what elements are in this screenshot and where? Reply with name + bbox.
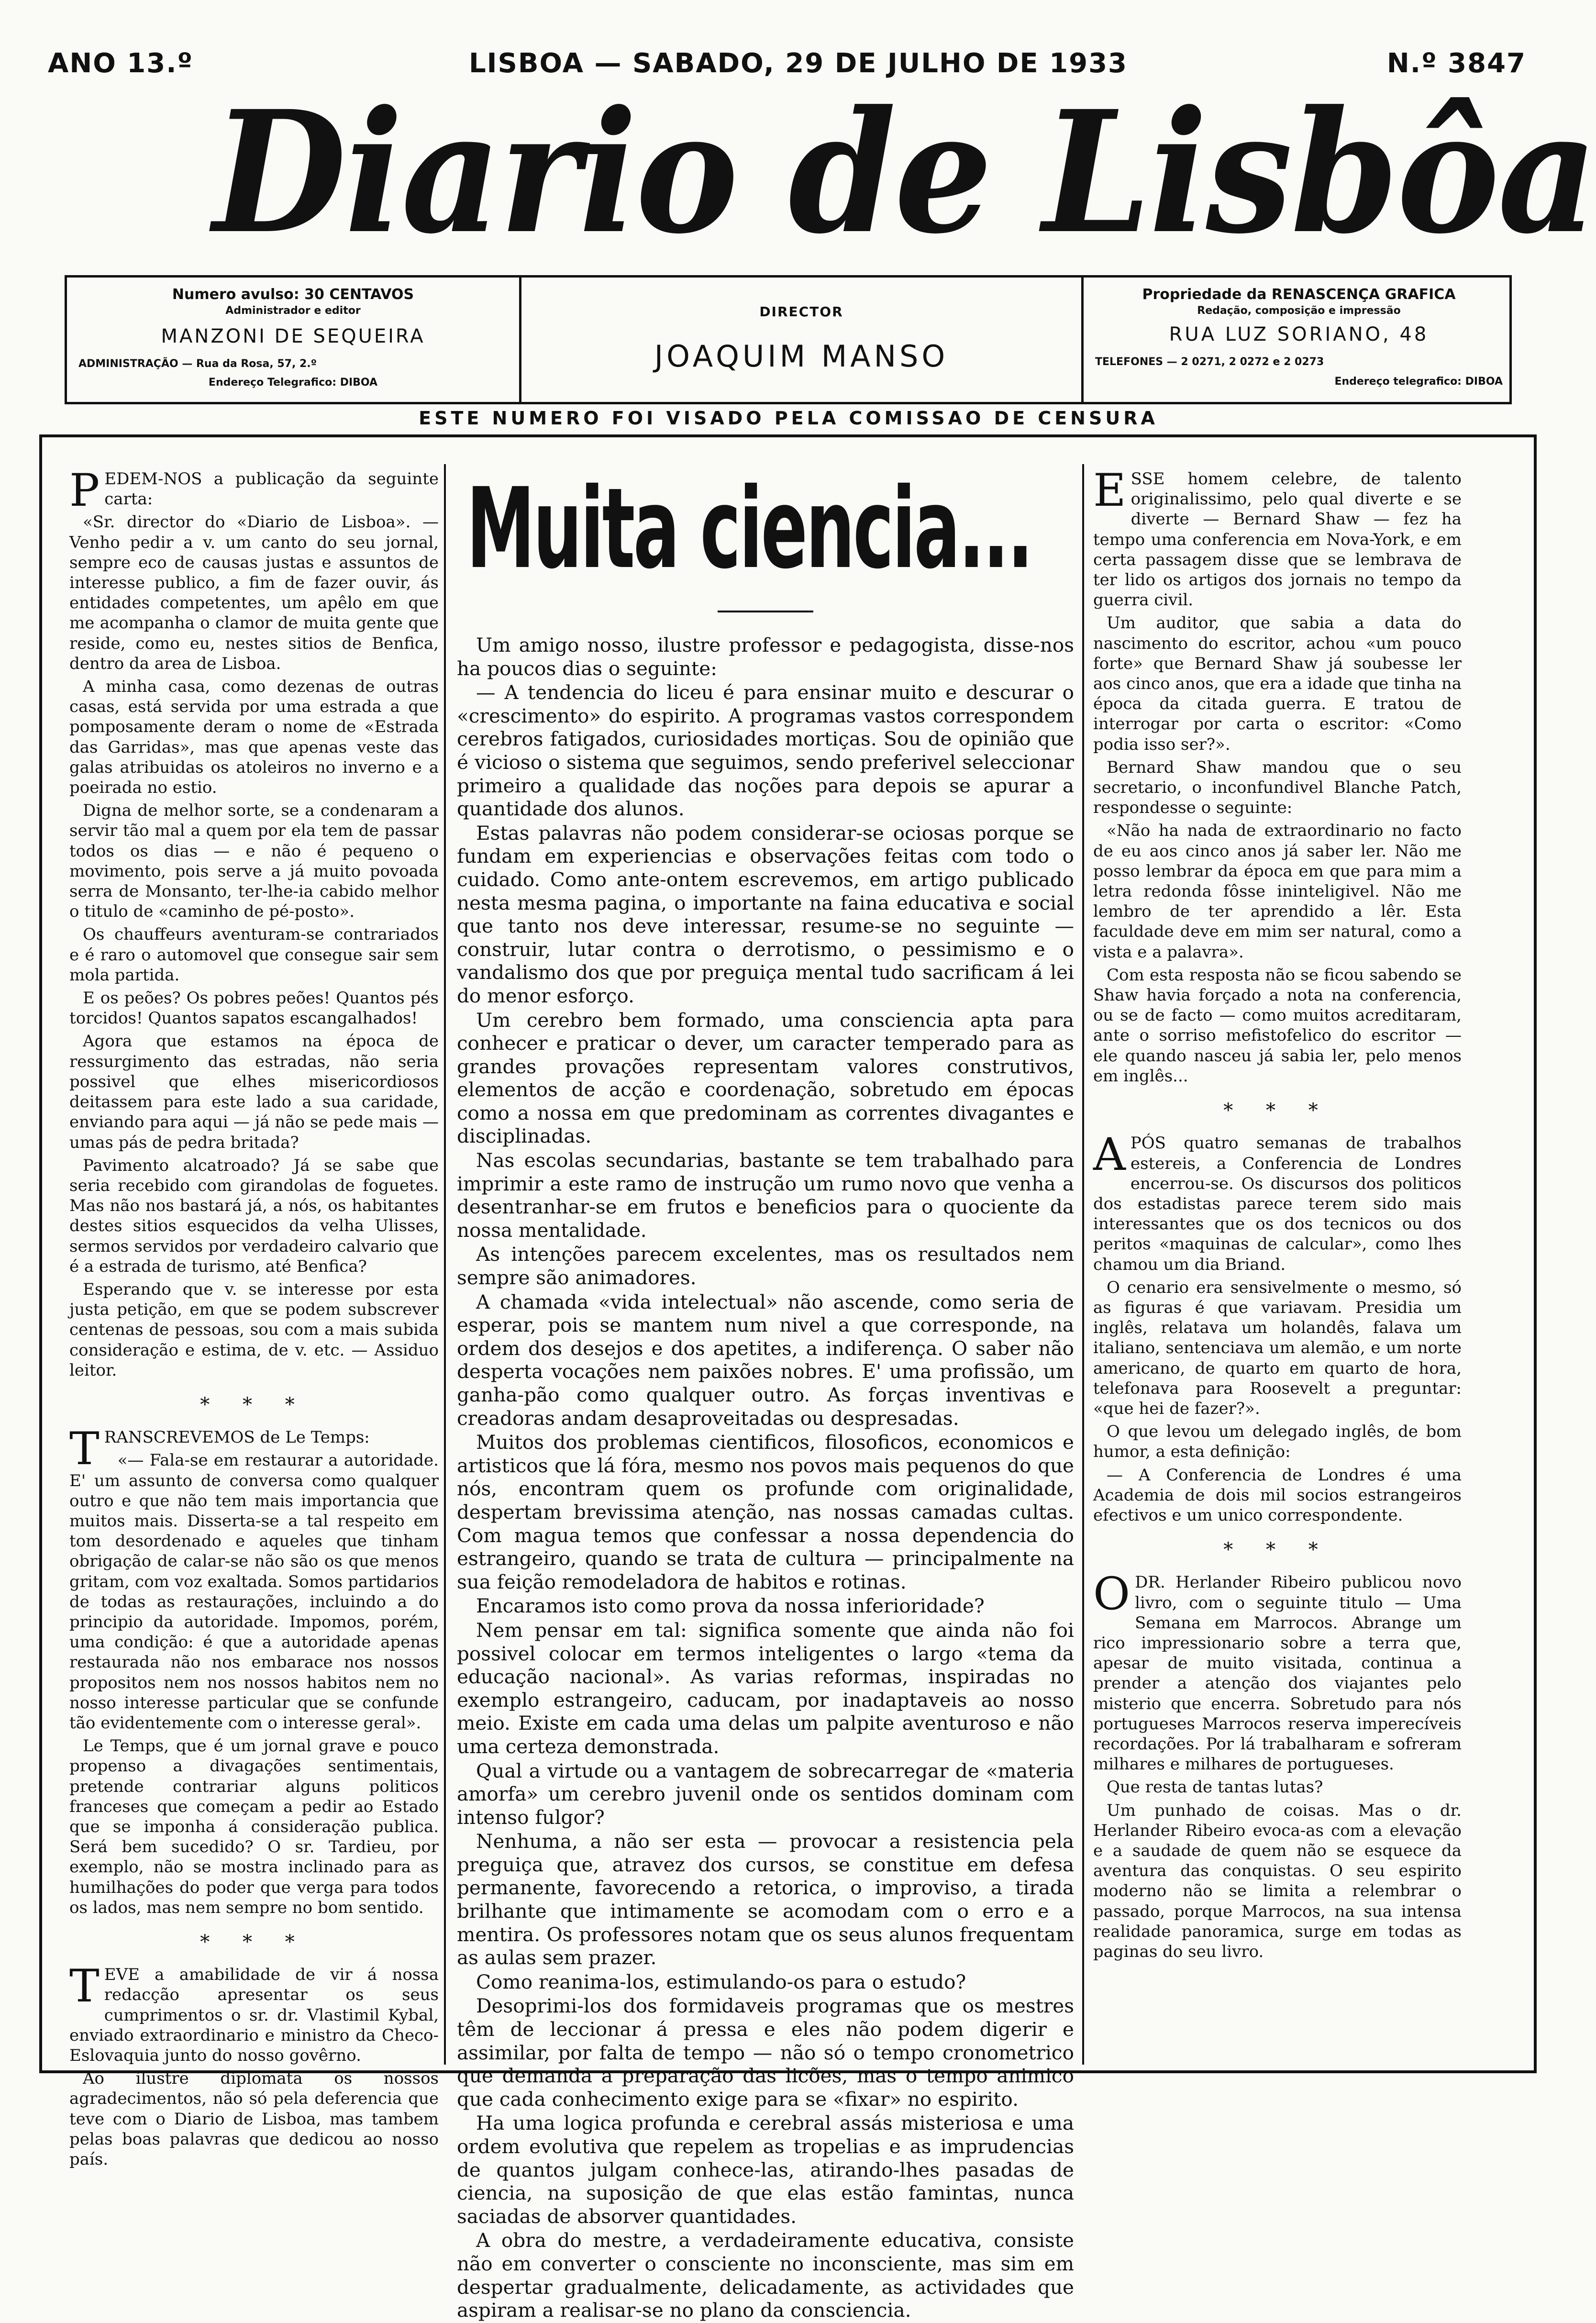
paragraph: Digna de melhor sorte, se a condenaram a servir tão mal a quem por ela tem de passar todos os dias — e não é pequeno o movimento, pois serve a já muito povoada serra de Monsanto, ter-lhe-ia cabido melhor o titulo de «caminho de pé-posto». [69,801,439,922]
date-line: LISBOA — SABADO, 29 DE JULHO DE 1933 [469,48,1128,79]
info-bar [65,275,1512,404]
paragraph: Como reanima-los, estimulando-os para o estudo? [476,1970,966,1993]
paragraph: O que levou um delegado inglês, de bom humor, a esta definição: [1093,1422,1462,1462]
paragraph: Qual a virtude ou a vantagem de sobrecarregar de «materia amorfa» um cerebro juvenil onde os sentidos dominam com intenso fulgor? [457,1759,1074,1829]
paragraph: Um amigo nosso, ilustre professor e pedagogista, disse-nos ha poucos dias o seguinte: [457,634,1074,680]
paragraph: Agora que estamos na época de ressurgimento das estradas, não seria possivel que elhes misericordiosos deitassem para este lado a sua caridade, enviando para aqui — já não se pede mais — umas pás de pedra britada? [69,1032,439,1152]
paragraph: Desoprimi-los dos formidaveis programas que os mestres têm de leccionar á pressa e eles não podem digerir e assimilar, por falta de tempo — não só o tempo cronometrico que demanda a preparação das licões, mas o tempo animico que cada conhecimento exige para se «fixar» no espirito. [457,1994,1074,2111]
paragraph: Nem pensar em tal: significa somente que ainda não foi possivel colocar em termos inteligentes o largo «tema da educação nacional». As varias reformas, inspiradas no exemplo estrangeiro, caducam, por inadaptaveis ao nosso meio. Existe em cada uma delas um palpite aventuroso e não uma certeza demonstrada. [457,1618,1074,1758]
drop-cap: A [1093,1129,1126,1181]
street-address: RUA LUZ SORIANO, 48 [1169,323,1429,345]
paragraph: Esperando que v. se interesse por esta justa petição, em que se podem subscrever centenas de pessoas, sou com a mais subida consideração e estima, de v. etc. — Assiduo leitor. [69,1279,439,1380]
paragraph: Um auditor, que sabia a data do nascimento do escritor, achou «um pouco forte» que Bernard Shaw já soubesse ler aos cinco anos, que era a idade que tinha na época da citada guerra. E tratou de interrogar por carta o escritor: «Como podia isso ser?». [1093,613,1462,754]
paragraph: A minha casa, como dezenas de outras casas, está servida por uma estrada a que pomposamente deram o nome de «Estrada das Garridas», mas que apenas veste das galas atribuidas os atoleiros no inverno e a poeirada no estio. [69,677,439,798]
article-intro: APÓS quatro semanas de trabalhos estereis, a Conferencia de Londres encerrou-se. Os discursos dos politicos dos estadistas parece terem sido mais interessantes que os dos tecnicos ou dos peritos «maquinas de calcular», como lhes chamou um dia Briand. [1093,1129,1462,1274]
paragraph: «Não ha nada de extraordinario no facto de eu aos cinco anos já saber ler. Não me posso lembrar da época em que para mim a letra redonda fôsse ininteligivel. Não me lembro de ter aprendido a lêr. Esta faculdade deve em mim ser natural, como a vista e a palavra». [1093,821,1462,962]
telegraph-address-right: Endereço telegrafico: DIBOA [1334,376,1503,388]
info-right [1081,278,1514,402]
year-volume: ANO 13.º [48,48,194,79]
paragraph: Que resta de tantas lutas? [1107,1778,1323,1797]
admin-label: Administrador e editor [225,305,361,317]
column-rule-right [1082,464,1084,2065]
paragraph: Nas escolas secundarias, bastante se tem trabalhado para imprimir a este ramo de instrução um rumo novo que venha a desentranhar-se em frutos e beneficios para o quociente da nossa mentalidade. [457,1149,1074,1242]
editorial-body [457,634,1074,2322]
article-intro: PEDEM-NOS a publicação da seguinte carta: [69,465,439,517]
paragraph: Estas palavras não podem considerar-se ociosas porque se fundam em experiencias e observações feitas com todo o cuidado. Como ante-ontem escrevemos, em artigo publicado nesta mesma pagina, o importante na faina educativa e social que tanto nos deve interessar, resume-se no seguinte — construir, lutar contra o derrotismo, o pessimismo e o vandalismo dos que por preguiça mental tudo sacrificam á lei do menor esforço. [457,821,1074,1007]
admin-address: ADMINISTRAÇÃO — Rua da Rosa, 57, 2.º [78,358,317,370]
paragraph: Ao ilustre diplomata os nossos agradecimentos, não só pela deferencia que teve com o Diario de Lisboa, mas tambem pelas boas palavras que dedicou ao nosso país. [69,2069,439,2169]
paragraph: Muitos dos problemas cientificos, filosoficos, economicos e artisticos que lá fóra, mesmo nos povos mais pequenos do que nós, encontram quem os profunde com originalidade, despertam brevissima atenção, nas nossas camadas cultas. Com magua temos que confessar a nossa dependencia do estrangeiro, quando se trata de cultura — principalmente na sua feição remodeladora de habitos e rotinas. [457,1431,1074,1593]
column-right [1093,465,1462,1965]
paragraph: — A Conferencia de Londres é uma Academia de dois mil socios estrangeiros efectivos e um unico correspondente. [1093,1465,1462,1525]
phones-line: TELEFONES — 2 0271, 2 0272 e 2 0273 [1095,356,1324,368]
paragraph: «— Fala-se em restaurar a autoridade. E' um assunto de conversa como qualquer outro e que não tem mais importancia que muitos mais. Disserta-se a tal respeito em tom desordenado e aqueles que tinham obrigação de calar-se não são os que menos gritam, com voz exaltada. Somos partidarios de todas as restaurações, incluindo a do principio da autoridade. Impomos, porém, uma condição: é que a autoridade apenas restaurada não nos embarace nos nossos propositos nem nos nossos habitos nem no nosso interesse particular que se confunde tão evidentemente com o interesse geral». [69,1451,439,1733]
paragraph: A obra do mestre, a verdadeiramente educativa, consiste não em converter o consciente no inconsciente, mas sim em despertar gradualmente, delicadamente, as actividades que aspiram a realisar-se no plano da consciencia. [457,2229,1074,2322]
admin-name: MANZONI DE SEQUEIRA [161,325,425,347]
column-rule-left [444,464,446,2065]
paragraph: Os chauffeurs aventuram-se contrariados e é raro o automovel que consegue sair sem mola partida. [69,925,439,985]
article-intro: TEVE a amabilidade de vir á nossa redacção apresentar os seus cumprimentos o sr. dr. Vlastimil Kybal, enviado extraordinario e ministro da Checo-Eslovaquia junto do nosso govêrno. [69,1960,439,2066]
drop-cap: T [69,1960,100,2013]
drop-cap: O [1093,1568,1130,1621]
article-intro: TRANSCREVEMOS de Le Temps: [69,1423,370,1476]
paragraph: Bernard Shaw mandou que o seu secretario, o inconfundivel Blanche Patch, respondesse o seguinte: [1093,757,1462,818]
drop-cap: E [1093,465,1126,517]
paragraph: E os peões? Os pobres peões! Quantos pés torcidos! Quantos sapatos escangalhados! [69,989,439,1028]
article-intro: ESSE homem celebre, de talento originalissimo, pelo qual diverte e se diverte — Bernard Shaw — fez ha tempo uma conferencia em Nova-York, e em certa passagem disse que se lembrava de ter lido os artigos dos jornais no tempo da guerra civil. [1093,465,1462,610]
section-divider: * * * [200,1931,308,1954]
paragraph: Um cerebro bem formado, uma consciencia apta para conhecer e praticar o dever, um caracter temperado para as grandes provações representam valores construtivos, elementos de acção e coordenação, sobretudo em épocas como a nossa em que predominam as correntes divagantes e disciplinadas. [457,1008,1074,1148]
article-intro: ODR. Herlander Ribeiro publicou novo livro, com o seguinte titulo — Uma Semana em Marrocos. Abrange um rico impressionario sobre a terra que, apesar de muito visitada, continua a prender a atenção dos viajantes pelo misterio que encerra. Sobretudo para nós portugueses Marrocos reserva imperecíveis recordações. Por lá trabalharam e sofreram milhares e milhares de portugueses. [1093,1568,1462,1774]
section-divider: * * * [1223,1100,1331,1122]
drop-cap: P [69,465,100,517]
director-label: DIRECTOR [759,304,843,320]
paragraph: Pavimento alcatroado? Já se sabe que seria recebido com girandolas de foguetes. Mas não nos bastará já, a nós, os habitantes destes sitios esquecidos da velha Ulisses, sermos servidos por verdadeiro calvario que é a estrada de turismo, até Benfica? [69,1156,439,1276]
price-line: Numero avulso: 30 CENTAVOS [172,286,414,303]
paragraph: Ha uma logica profunda e cerebral assás misteriosa e uma ordem evolutiva que repelem as tropelias e as imprudencias de quantos julgam conhece-las, atirando-lhes pasadas de ciencia, na suposição de que elas estão famintas, nunca saciadas de absorver quantidades. [457,2112,1074,2228]
paragraph: Com esta resposta não se ficou sabendo se Shaw havia forçado a nota na conferencia, ou se de facto — como muitos acreditaram, ante o sorriso mefistofelico do escritor — ele quando nasceu já sabia ler, pelo menos em inglês... [1093,965,1462,1086]
director-name: JOAQUIM MANSO [654,339,949,374]
paragraph: As intenções parecem excelentes, mas os resultados nem sempre são animadores. [457,1243,1074,1289]
info-director [521,278,1081,402]
production-line: Redação, composição e impressão [1197,305,1401,317]
paragraph: «Sr. director do «Diario de Lisboa». — Venho pedir a v. um canto do seu jornal, sempre eco de causas justas e assuntos de interesse publico, a fim de fazer ouvir, ás entidades competentes, um apêlo em que me acompanha o clamor de muita gente que reside, como eu, nestes sitios de Benfica, dentro da area de Lisboa. [69,512,439,673]
paragraph: A chamada «vida intelectual» não ascende, como seria de esperar, pois se mantem num nivel a que corresponde, na ordem dos desejos e dos apetites, a indiferença. O saber não desperta vocações nem paixões nobres. E' uma profissão, um ganha-pão como qualquer outro. As forças inventivas e creadoras andam desaproveitadas ou despresadas. [457,1290,1074,1430]
paragraph: Le Temps, que é um jornal grave e pouco propenso a divagações sentimentais, pretende contrariar alguns politicos franceses que começam a pedir ao Estado que se imponha á consideração publica. Será bem sucedido? O sr. Tardieu, por exemplo, não se mostra inclinado para as humilhações do poder que verga para todos os lados, mas nem sempre no bom sentido. [69,1736,439,1917]
paragraph: Um punhado de coisas. Mas o dr. Herlander Ribeiro evoca-as com a elevação e a saudade de quem não se esquece da aventura das conquistas. O seu espirito moderno não se limita a relembrar o passado, porque Marrocos, na sua intensa realidade panoramica, surge em todas as paginas do seu livro. [1093,1801,1462,1962]
section-divider: * * * [200,1393,308,1416]
paragraph: — A tendencia do liceu é para ensinar muito e descurar o «crescimento» do espirito. A programas vastos correspondem cerebros fatigados, curiosidades mortiças. Sou de opinião que é vicioso o sistema que seguimos, sendo preferivel seleccionar primeiro a qualidade das noções para depois se apurar a quantidade dos alunos. [457,681,1074,821]
drop-cap: T [69,1423,100,1476]
info-left [67,278,521,402]
headline-rule [718,611,813,612]
paragraph: O cenario era sensivelmente o mesmo, só as figuras é que variavam. Presidia um inglês, relatava um holandês, falava um italiano, sentenciava um alemão, e um norte americano, de quarto em quarto de hora, telefonava para Roosevelt a preguntar: «que hei de fazer?». [1093,1278,1462,1418]
issue-number: N.º 3847 [1386,48,1526,79]
column-left [69,465,439,2172]
owner-line: Propriedade da RENASCENÇA GRAFICA [1142,286,1456,303]
censorship-notice: ESTE NUMERO FOI VISADO PELA COMISSAO DE CENSURA [419,408,1158,429]
telegraph-address-left: Endereço Telegrafico: DIBOA [208,377,378,389]
section-divider: * * * [1223,1539,1331,1561]
headline: Muita ciencia... [466,464,1032,593]
column-center [457,464,1074,2323]
paragraph: Nenhuma, a não ser esta — provocar a resistencia pela preguiça que, atravez dos cursos, se constitue em defesa permanente, favorecendo a retorica, o improviso, a tirada brilhante que intimamente se acomodam com o erro e a mentira. Os professores notam que os seus alunos frequentam as aulas sem prazer. [457,1830,1074,1969]
masthead-title: Diario de Lisbôa [212,74,1596,271]
paragraph: Encaramos isto como prova da nossa inferioridade? [476,1594,985,1618]
